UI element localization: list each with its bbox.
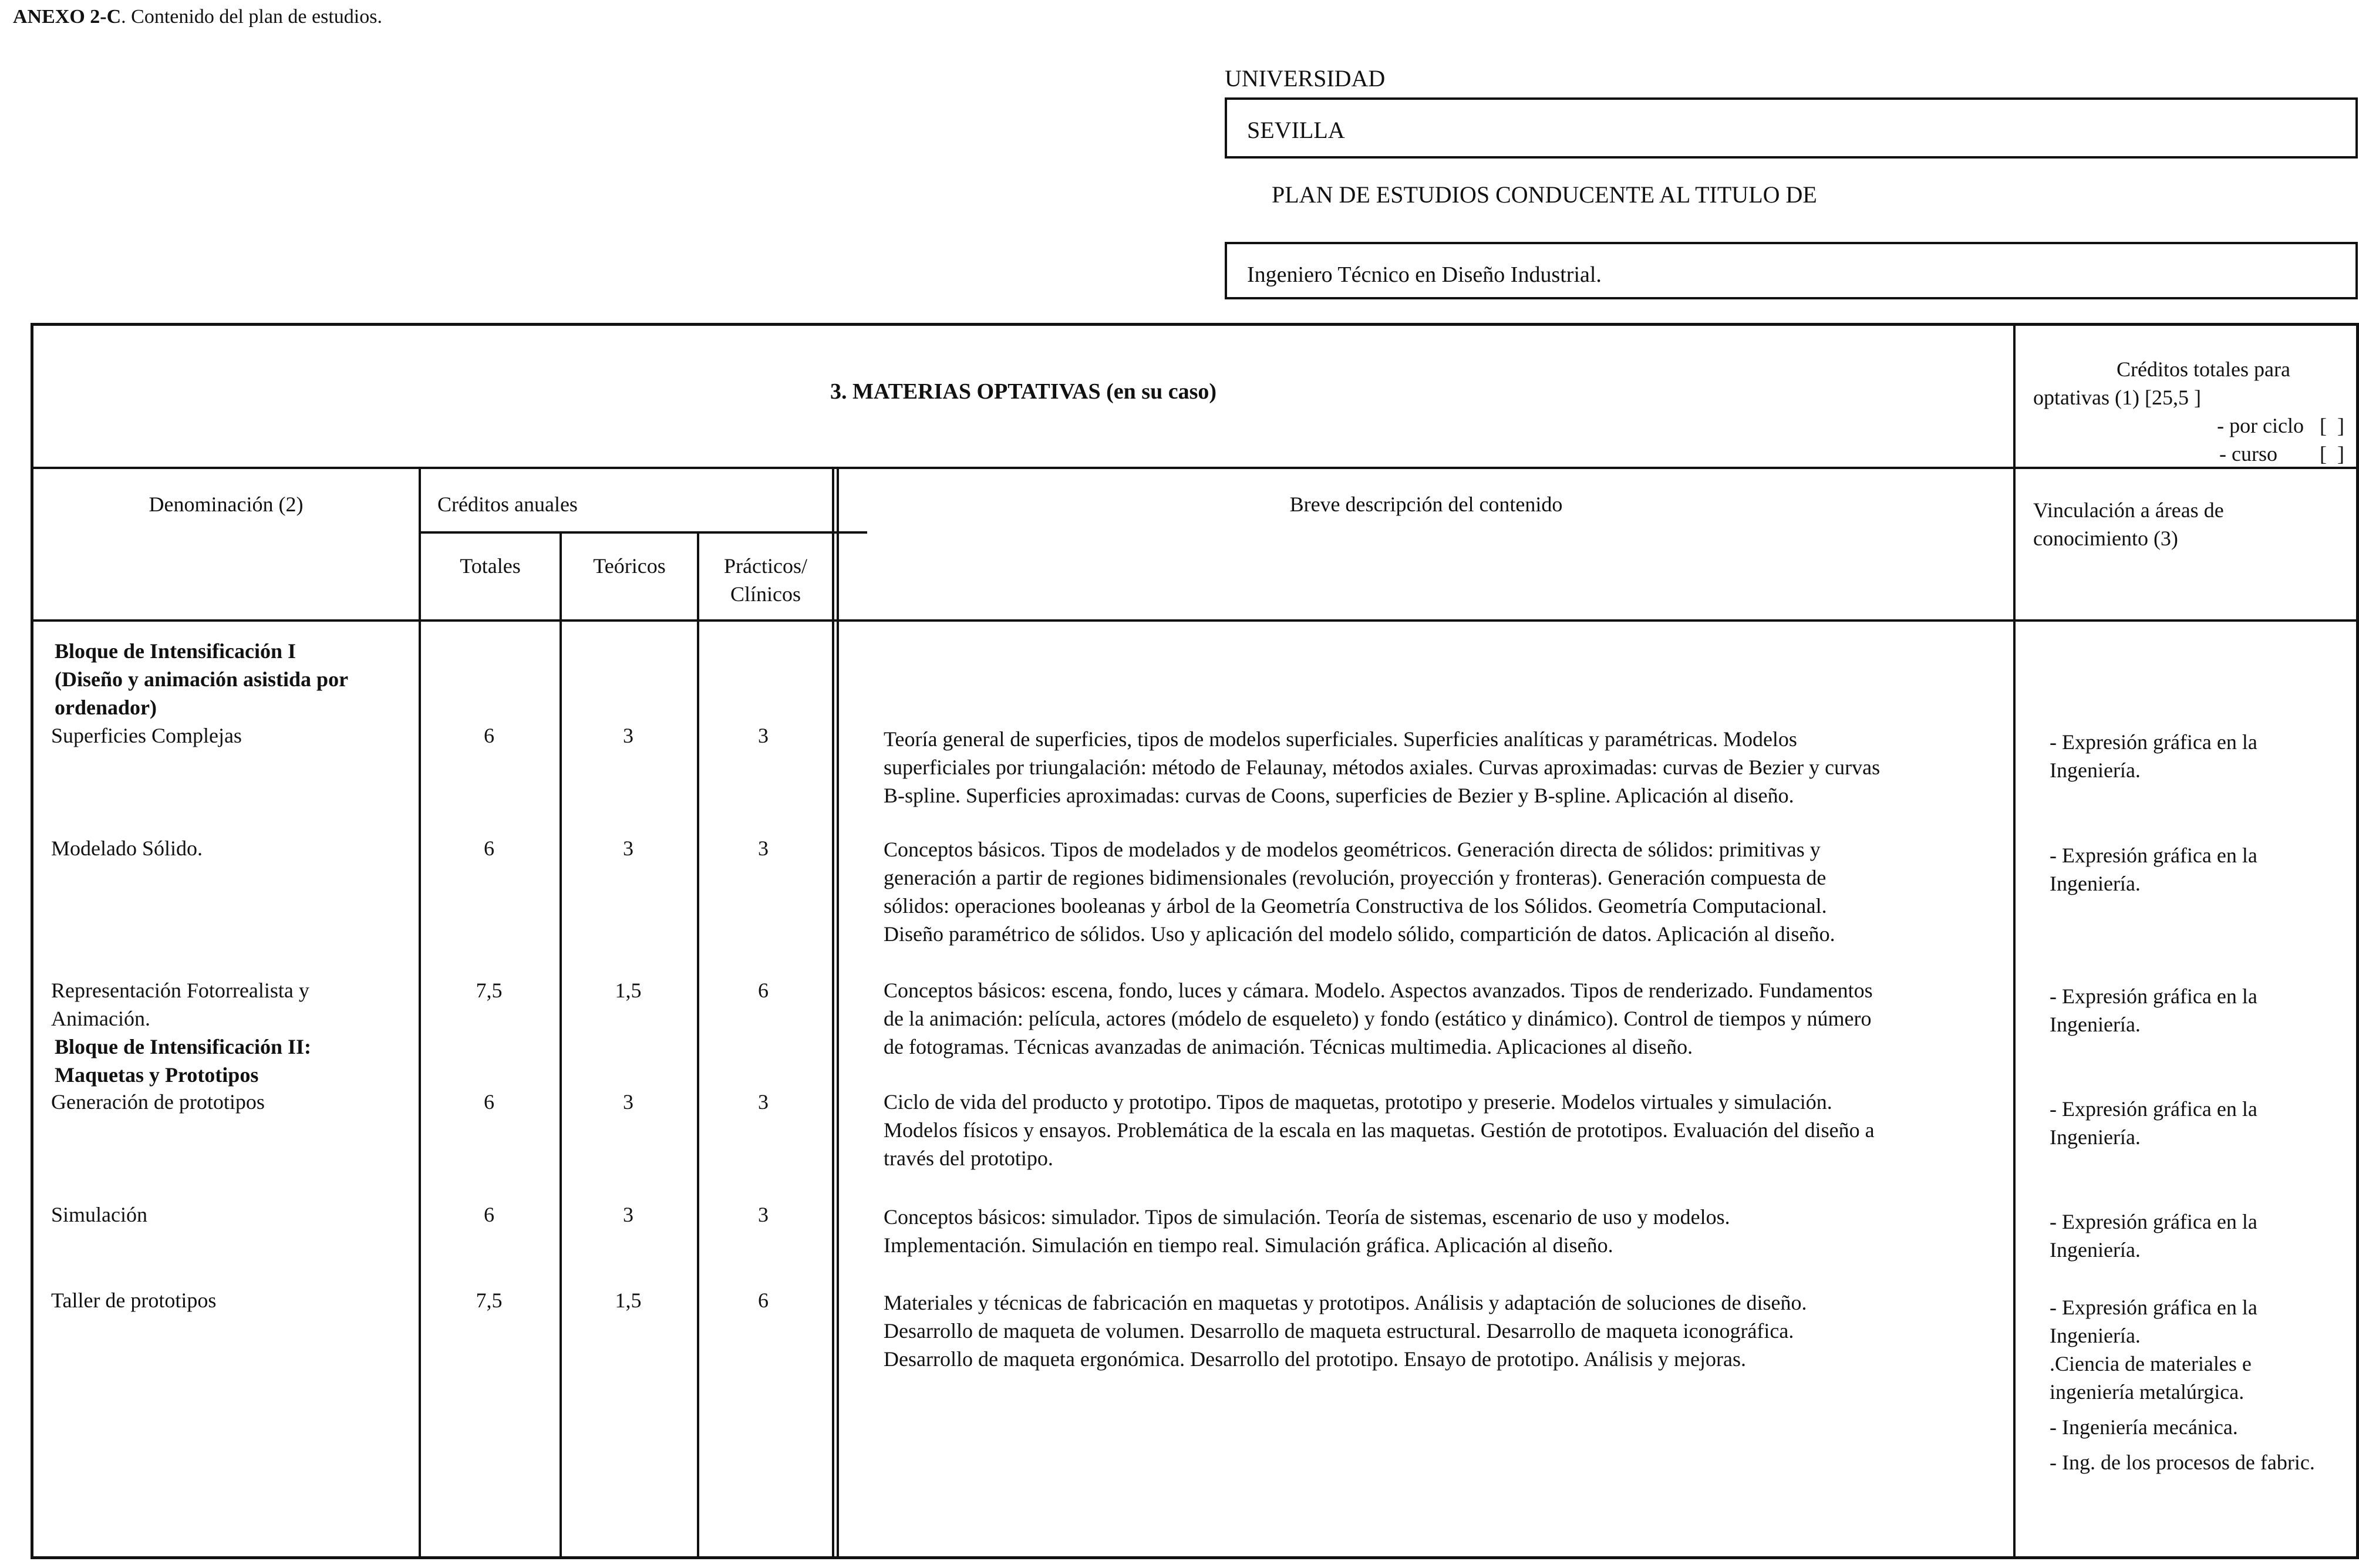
description-line: Teoría general de superficies, tipos de modelos superficiales. Superficies analíticas y paramétricas. Modelos [884,727,1797,751]
description-line: Modelos físicos y ensayos. Problemática de la escala en las maquetas. Gestión de prototipos. Evaluación del diseño a [884,1118,1875,1142]
area-line: - Expresión gráfica en la [2050,984,2257,1008]
description-line: B-spline. Superficies aproximadas: curvas de Coons, superficies de Bezier y B-spline. Aplicación al diseño. [884,784,1794,807]
plan-label: PLAN DE ESTUDIOS CONDUCENTE AL TITULO DE [1272,181,1817,208]
rule-credits-subheader [421,531,867,534]
rule-teoricos-column [697,531,699,1559]
credits-practicos: 3 [758,837,769,860]
subject-name-line2: Animación. [51,1007,150,1030]
credits-practicos: 6 [758,979,769,1002]
area-line: Ingeniería. [2050,1013,2141,1036]
rule-descripcion-column [837,467,839,1559]
rule-denominacion-column [419,467,421,1559]
description-line: Ciclo de vida del producto y prototipo. Tipos de maquetas, prototipo y preserie. Modelos virtuales y simulación. [884,1090,1832,1114]
credits-teoricos: 3 [623,1090,633,1114]
credits-per-cycle: - por ciclo [ ] [2217,414,2344,437]
subject-description [884,976,2028,1061]
description-line: generación a partir de regiones bidimensionales (revolución, proyección y fronteras). Generación compuesta de [884,866,1826,889]
optional-subjects-table [31,323,2359,1559]
credits-totales: 6 [484,1203,494,1226]
credits-totales: 6 [484,724,494,747]
area-line: - Expresión gráfica en la [2050,844,2257,867]
col-practicos-line2: Clínicos [730,582,801,606]
area-line: - Ing. de los procesos de fabric. [2050,1451,2315,1474]
description-line: de la animación: película, actores (módelo de esqueleto) y fondo (estático y dinámico). Control de tiempos y número [884,1007,1872,1030]
description-line: Conceptos básicos. Tipos de modelados y de modelos geométricos. Generación directa de sólidos: primitivas y [884,838,1821,861]
knowledge-area [2050,1095,2349,1151]
rule-title [33,467,2356,469]
university-value: SEVILLA [1247,117,1345,143]
area-line: - Expresión gráfica en la [2050,1296,2257,1319]
area-line: - Ingeniería mecánica. [2050,1415,2238,1439]
rule-practicos-column [832,467,834,1559]
degree-value: Ingeniero Técnico en Diseño Industrial. [1247,262,1602,287]
subject-description [884,1088,2028,1172]
description-line: Implementación. Simulación en tiempo real. Simulación gráfica. Aplicación al diseño. [884,1233,1613,1257]
annex-description: . Contenido del plan de estudios. [121,6,382,28]
col-teoricos: Teóricos [593,554,666,578]
col-vinculacion-line1: Vinculación a áreas de [2033,498,2224,522]
credits-practicos: 3 [758,1203,769,1226]
area-line: Ingeniería. [2050,872,2141,895]
credits-practicos: 3 [758,724,769,747]
credits-totales: 7,5 [476,1289,503,1312]
degree-box [1225,242,2358,299]
description-line: través del prototipo. [884,1147,1053,1170]
rule-header-bottom [33,619,2356,622]
total-credits-line2: optativas (1) [25,5 ] [2033,386,2201,409]
area-line: Ingeniería. [2050,1324,2141,1347]
description-line: Conceptos básicos: escena, fondo, luces y cámara. Modelo. Aspectos avanzados. Tipos de renderizado. Fundamentos [884,979,1873,1002]
col-practicos-line1: Prácticos/ [724,554,807,578]
area-line: Ingeniería. [2050,1238,2141,1262]
annex-code: ANEXO 2-C [13,6,122,28]
block-2-line1: Bloque de Intensificación II: [55,1035,312,1058]
knowledge-area [2050,841,2349,898]
credits-practicos: 3 [758,1090,769,1114]
description-line: sólidos: operaciones booleanas y árbol de la Geometría Constructiva de los Sólidos. Geometría Computacional. [884,894,1827,918]
area-line: ingeniería metalúrgica. [2050,1380,2245,1404]
description-line: superficiales por triungalación: método de Felaunay, métodos axiales. Curvas aproximadas: curvas de Bezier y curvas [884,756,1881,779]
section-title: 3. MATERIAS OPTATIVAS (en su caso) [830,379,1217,404]
subject-name-line1: Representación Fotorrealista y [51,979,309,1002]
area-line: - Expresión gráfica en la [2050,1210,2257,1233]
col-vinculacion-line2: conocimiento (3) [2033,527,2178,550]
block-1-line2: (Diseño y animación asistida por [55,667,349,691]
area-line: - Expresión gráfica en la [2050,730,2257,754]
total-credits-line1: Créditos totales para [2117,358,2290,381]
credits-per-course: - curso [ ] [2219,442,2344,466]
description-line: de fotogramas. Técnicas avanzadas de animación. Técnicas multimedia. Aplicaciones al diseño. [884,1035,1693,1058]
credits-teoricos: 3 [623,1203,633,1226]
subject-description [884,1203,2028,1259]
knowledge-area [2050,1293,2349,1476]
rule-totales-column [560,531,562,1559]
credits-teoricos: 1,5 [615,979,642,1002]
knowledge-area [2050,982,2349,1038]
col-creditos-anuales: Créditos anuales [437,493,578,516]
credits-totales: 6 [484,1090,494,1114]
knowledge-area [2050,1208,2349,1264]
subject-name: Taller de prototipos [51,1289,217,1312]
block-1-line3: ordenador) [55,696,157,719]
subject-name [51,976,309,1033]
description-line: Desarrollo de maqueta ergonómica. Desarrollo del prototipo. Ensayo de prototipo. Análisis y mejoras. [884,1347,1746,1371]
description-line: Conceptos básicos: simulador. Tipos de simulación. Teoría de sistemas, escenario de uso y modelos. [884,1205,1730,1229]
block-1-line1: Bloque de Intensificación I [55,639,296,663]
subject-name: Generación de prototipos [51,1090,265,1114]
description-line: Desarrollo de maqueta de volumen. Desarrollo de maqueta estructural. Desarrollo de maqueta iconográfica. [884,1319,1794,1343]
annex-title [13,6,382,28]
credits-teoricos: 3 [623,724,633,747]
subject-name: Simulación [51,1203,147,1226]
col-totales: Totales [460,554,521,578]
block-2-line2: Maquetas y Prototipos [55,1063,259,1087]
area-line: Ingeniería. [2050,758,2141,782]
subject-name: Modelado Sólido. [51,837,203,860]
credits-totales: 6 [484,837,494,860]
col-vinculacion [2033,496,2224,552]
area-line: - Expresión gráfica en la [2050,1097,2257,1121]
col-descripcion: Breve descripción del contenido [1289,493,1563,516]
col-practicos [699,552,832,608]
credits-teoricos: 1,5 [615,1289,642,1312]
area-line: Ingeniería. [2050,1125,2141,1149]
university-label: UNIVERSIDAD [1225,65,1386,92]
credits-totales: 7,5 [476,979,503,1002]
subject-description [884,1289,2028,1373]
university-box [1225,97,2358,159]
block-1-heading [55,637,348,721]
col-denominacion: Denominación (2) [149,493,304,516]
subject-description [884,725,2028,810]
area-line: .Ciencia de materiales e [2050,1352,2252,1375]
description-line: Materiales y técnicas de fabricación en maquetas y prototipos. Análisis y adaptación de soluciones de diseño. [884,1291,1807,1314]
credits-practicos: 6 [758,1289,769,1312]
description-line: Diseño paramétrico de sólidos. Uso y aplicación del modelo sólido, compartición de datos. Aplicación al diseño. [884,922,1835,946]
knowledge-area [2050,728,2349,784]
total-credits-box [2033,355,2350,468]
block-2-heading [55,1033,311,1089]
credits-teoricos: 3 [623,837,633,860]
subject-description [884,835,2028,948]
subject-name: Superficies Complejas [51,724,242,747]
